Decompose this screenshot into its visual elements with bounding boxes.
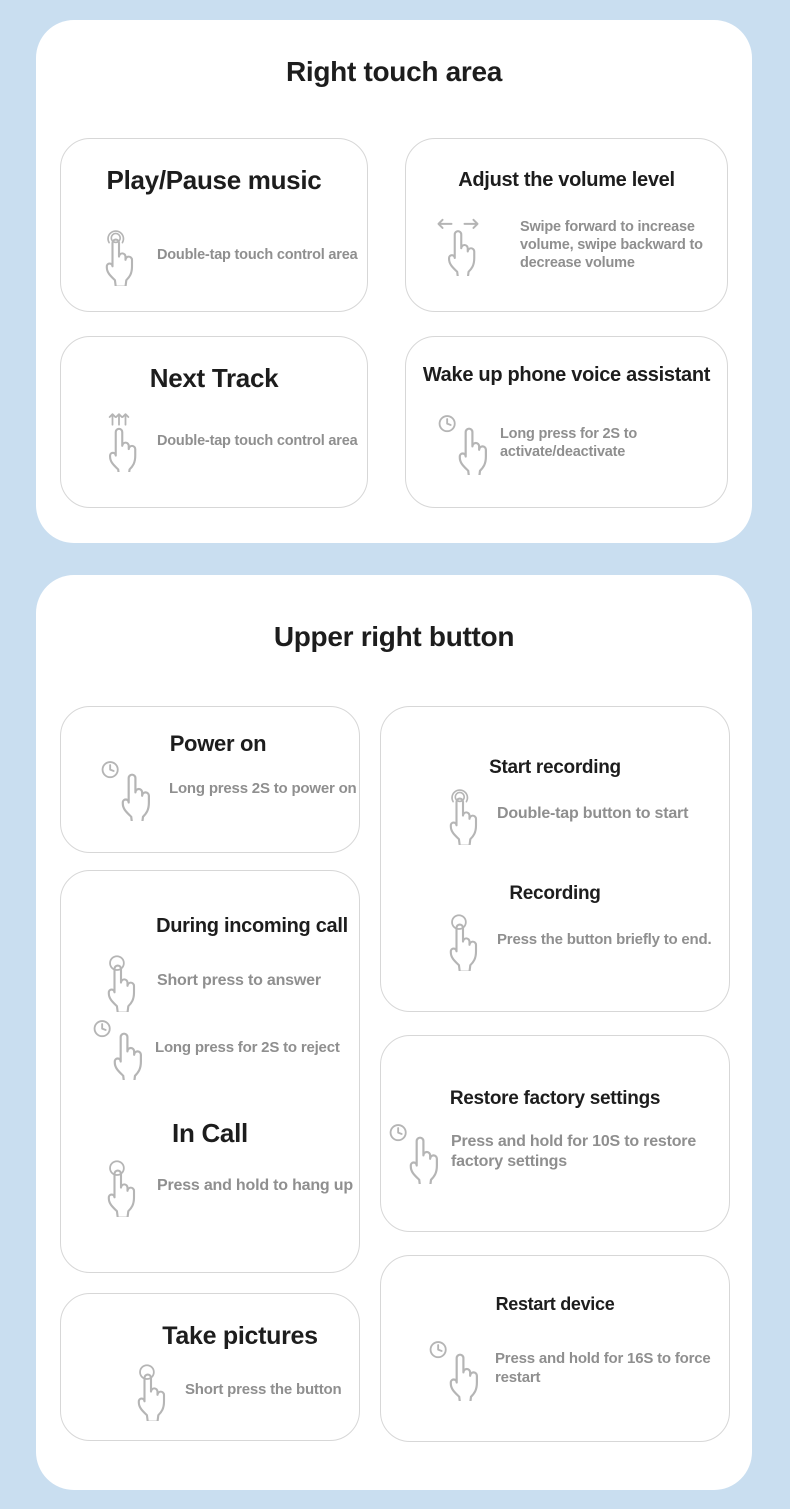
instruction-text: Swipe forward to increase volume, swipe backward to decrease volume bbox=[520, 218, 703, 272]
swipe-up-icon bbox=[93, 410, 145, 472]
card-next-track bbox=[60, 336, 368, 508]
swipe-horizontal-icon bbox=[432, 214, 484, 276]
long-press-icon bbox=[385, 1120, 445, 1184]
long-press-icon bbox=[434, 411, 494, 475]
card-play-pause bbox=[60, 138, 368, 312]
tap-icon bbox=[125, 1359, 177, 1421]
card-heading: During incoming call bbox=[156, 915, 348, 937]
section-title: Upper right button bbox=[273, 621, 515, 652]
instruction-row bbox=[61, 757, 359, 821]
instruction-row bbox=[61, 1155, 359, 1217]
instruction-text: Long press for 2S to reject bbox=[155, 1038, 340, 1056]
instruction-row bbox=[61, 1359, 359, 1421]
card-heading: Recording bbox=[509, 883, 601, 904]
instruction-text: Double-tap touch control area bbox=[157, 432, 358, 449]
instruction-text: Press and hold for 10S to restore factory settings bbox=[451, 1133, 697, 1170]
instruction-text: Press and hold to hang up bbox=[157, 1177, 353, 1194]
section-upper-right-button bbox=[36, 575, 752, 1490]
long-press-icon bbox=[97, 757, 157, 821]
card-heading: Start recording bbox=[489, 757, 621, 778]
instruction-row bbox=[406, 214, 727, 276]
instruction-text: Double-tap button to start bbox=[497, 805, 689, 822]
card-heading: Take pictures bbox=[162, 1322, 318, 1350]
card-power-on bbox=[60, 706, 360, 853]
card-heading: Next Track bbox=[149, 363, 279, 393]
card-voice-assistant bbox=[405, 336, 728, 508]
card-incoming-call bbox=[60, 870, 360, 1273]
instruction-row bbox=[381, 783, 729, 845]
card-heading: Play/Pause music bbox=[106, 165, 322, 195]
instruction-row bbox=[381, 909, 729, 971]
card-heading: Restore factory settings bbox=[449, 1088, 661, 1109]
instruction-row bbox=[61, 1016, 359, 1080]
card-heading: Power on bbox=[169, 731, 267, 756]
long-press-icon bbox=[89, 1016, 149, 1080]
section-title: Right touch area bbox=[285, 56, 503, 87]
instruction-text: Press and hold for 16S to force restart bbox=[495, 1350, 711, 1386]
instruction-text: Press the button briefly to end. bbox=[497, 930, 712, 948]
card-heading: In Call bbox=[172, 1118, 248, 1148]
instruction-row bbox=[61, 950, 359, 1012]
double-tap-icon bbox=[93, 224, 145, 286]
section-right-touch-area bbox=[36, 20, 752, 543]
instruction-row bbox=[406, 411, 727, 475]
card-heading: Restart device bbox=[495, 1294, 615, 1314]
instruction-text: Short press to answer bbox=[157, 972, 321, 989]
card-restart-device bbox=[380, 1255, 730, 1442]
instruction-row bbox=[61, 224, 367, 286]
tap-icon bbox=[95, 950, 147, 1012]
instruction-row bbox=[381, 1120, 729, 1184]
card-heading: Wake up phone voice assistant bbox=[422, 364, 711, 386]
double-tap-icon bbox=[437, 783, 489, 845]
card-take-pictures bbox=[60, 1293, 360, 1441]
instruction-text: Long press for 2S to activate/deactivate bbox=[500, 425, 637, 460]
tap-icon bbox=[437, 909, 489, 971]
instruction-row bbox=[61, 410, 367, 472]
instruction-row bbox=[381, 1337, 729, 1401]
card-heading: Adjust the volume level bbox=[458, 169, 675, 191]
long-press-icon bbox=[425, 1337, 485, 1401]
instruction-text: Short press the button bbox=[185, 1380, 342, 1398]
tap-icon bbox=[95, 1155, 147, 1217]
card-adjust-volume bbox=[405, 138, 728, 312]
card-restore-factory bbox=[380, 1035, 730, 1232]
instruction-text: Long press 2S to power on bbox=[169, 779, 357, 797]
card-recording bbox=[380, 706, 730, 1012]
instruction-text: Double-tap touch control area bbox=[157, 246, 358, 263]
